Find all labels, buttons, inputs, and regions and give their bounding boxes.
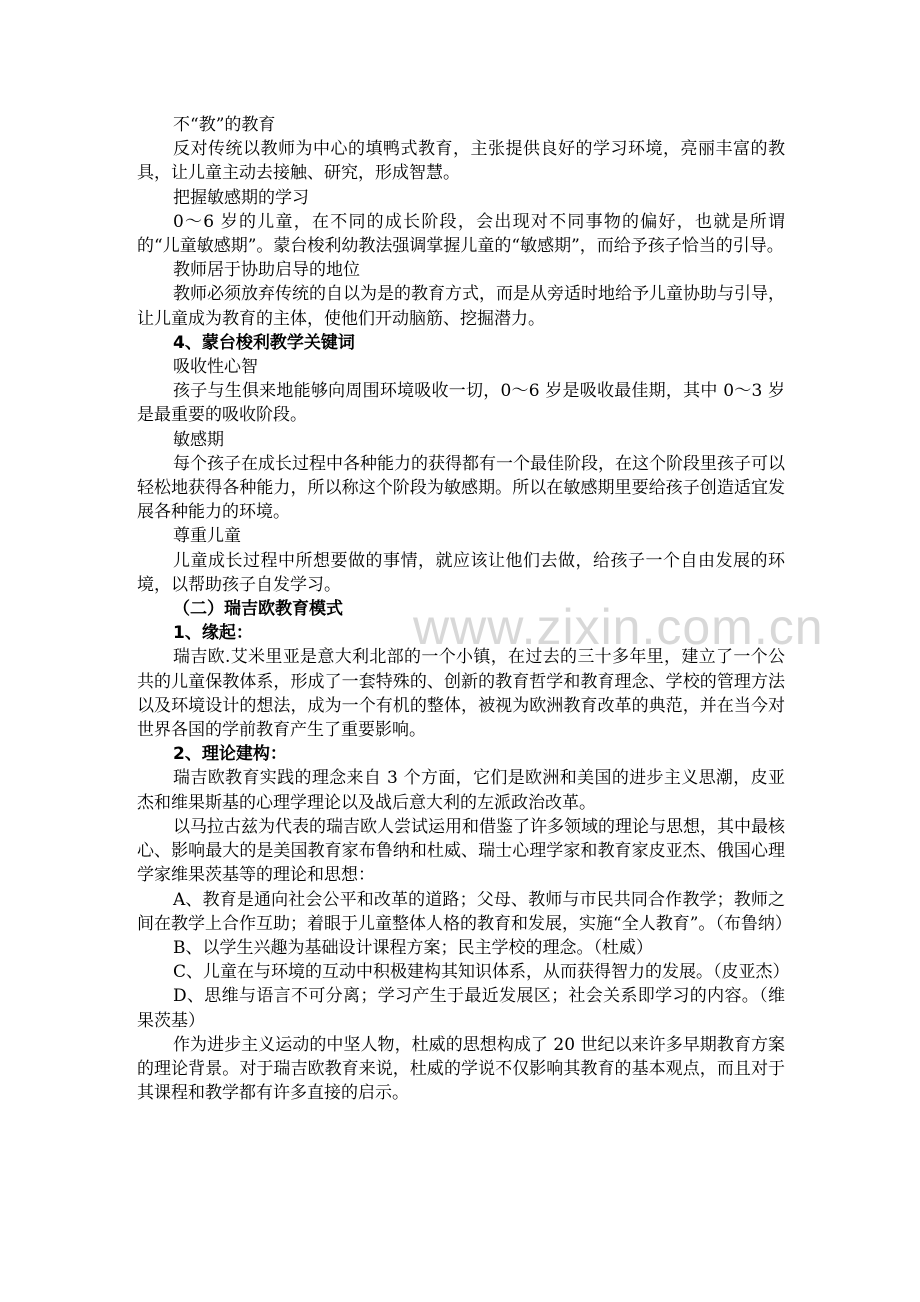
- document-page: [137, 113, 792, 1105]
- list-item-a: A、教育是通向社会公平和改革的道路；父母、教师与市民共同合作教学；教师之间在教学上合作互助；着眼于儿童整体人格的教育和发展，实施“全人教育”。（布鲁纳）: [137, 889, 792, 934]
- body-paragraph: 孩子与生俱来地能够向周围环境吸收一切，0～6 岁是吸收最佳期，其中 0～3 岁是最重要的吸收阶段。: [137, 381, 785, 426]
- body-paragraph: 0～6 岁的儿童，在不同的成长阶段，会出现对不同事物的偏好，也就是所谓的“儿童敏感期”。蒙台梭利幼教法强调掌握儿童的“敏感期”，而给予孩子恰当的引导。: [137, 211, 785, 257]
- subheading-sensitive-period: 敏感期: [173, 429, 224, 450]
- body-paragraph: 教师必须放弃传统的自以为是的教育方式，而是从旁适时地给予儿童协助与引导，让儿童成为教育的主体，使他们开动脑筋、挖掘潜力。: [137, 284, 785, 329]
- body-paragraph: 每个孩子在成长过程中各种能力的获得都有一个最佳阶段，在这个阶段里孩子可以轻松地获得各种能力，所以称这个阶段为敏感期。所以在敏感期里要给孩子创造适宜发展各种能力的环境。: [137, 453, 785, 523]
- section-heading-montessori-keywords: 4、蒙台梭利教学关键词: [173, 332, 355, 353]
- subheading-teacher-role: 教师居于协助启导的地位: [173, 260, 360, 281]
- subheading-absorbent-mind: 吸收性心智: [173, 357, 258, 378]
- list-item-c: C、儿童在与环境的互动中积极建构其知识体系，从而获得智力的发展。（皮亚杰）: [173, 962, 790, 983]
- subheading-no-teaching: 不“教”的教育: [173, 115, 276, 135]
- subheading-sensitive-period-learning: 把握敏感期的学习: [173, 187, 309, 208]
- body-paragraph: 以马拉古兹为代表的瑞吉欧人尝试运用和借鉴了许多领域的理论与思想，其中最核心、影响最大的是美国教育家布鲁纳和杜威、瑞士心理学家和教育家皮亚杰、俄国心理学家维果茨基等的理论和思想：: [137, 816, 785, 886]
- watermark: www.zixin.com.cn: [413, 599, 824, 655]
- section-heading-origin: 1、缘起：: [173, 623, 253, 644]
- body-paragraph: 瑞吉欧.艾米里亚是意大利北部的一个小镇，在过去的三十多年里，建立了一个公共的儿童保教体系，形成了一套特殊的、创新的教育哲学和教育理念、学校的管理方法以及环境设计的想法，成为一个有机的整体，被视为欧洲教育改革的典范，并在当今对世界各国的学前教育产生了重要影响。: [137, 647, 785, 741]
- list-item-b: B、以学生兴趣为基础设计课程方案；民主学校的理念。（杜威）: [173, 937, 653, 958]
- body-paragraph: 反对传统以教师为中心的填鸭式教育，主张提供良好的学习环境，亮丽丰富的教具，让儿童主动去接触、研究，形成智慧。: [137, 139, 785, 184]
- list-item-d: D、思维与语言不可分离；学习产生于最近发展区；社会关系即学习的内容。（维果茨基）: [137, 986, 785, 1031]
- body-paragraph: 瑞吉欧教育实践的理念来自 3 个方面，它们是欧洲和美国的进步主义思潮，皮亚杰和维果斯基的心理学理论以及战后意大利的左派政治改革。: [137, 768, 785, 813]
- section-heading-theory: 2、理论建构：: [173, 744, 287, 765]
- body-paragraph: 作为进步主义运动的中坚人物，杜威的思想构成了 20 世纪以来许多早期教育方案的理论背景。对于瑞吉欧教育来说，杜威的学说不仅影响其教育的基本观点，而且对于其课程和教学都有许多直接的启示。: [137, 1034, 785, 1104]
- subheading-respect-children: 尊重儿童: [173, 526, 241, 547]
- body-paragraph: 儿童成长过程中所想要做的事情，就应该让他们去做，给孩子一个自由发展的环境，以帮助孩子自发学习。: [137, 550, 785, 595]
- section-heading-reggio-emilia: （二）瑞吉欧教育模式: [173, 599, 343, 620]
